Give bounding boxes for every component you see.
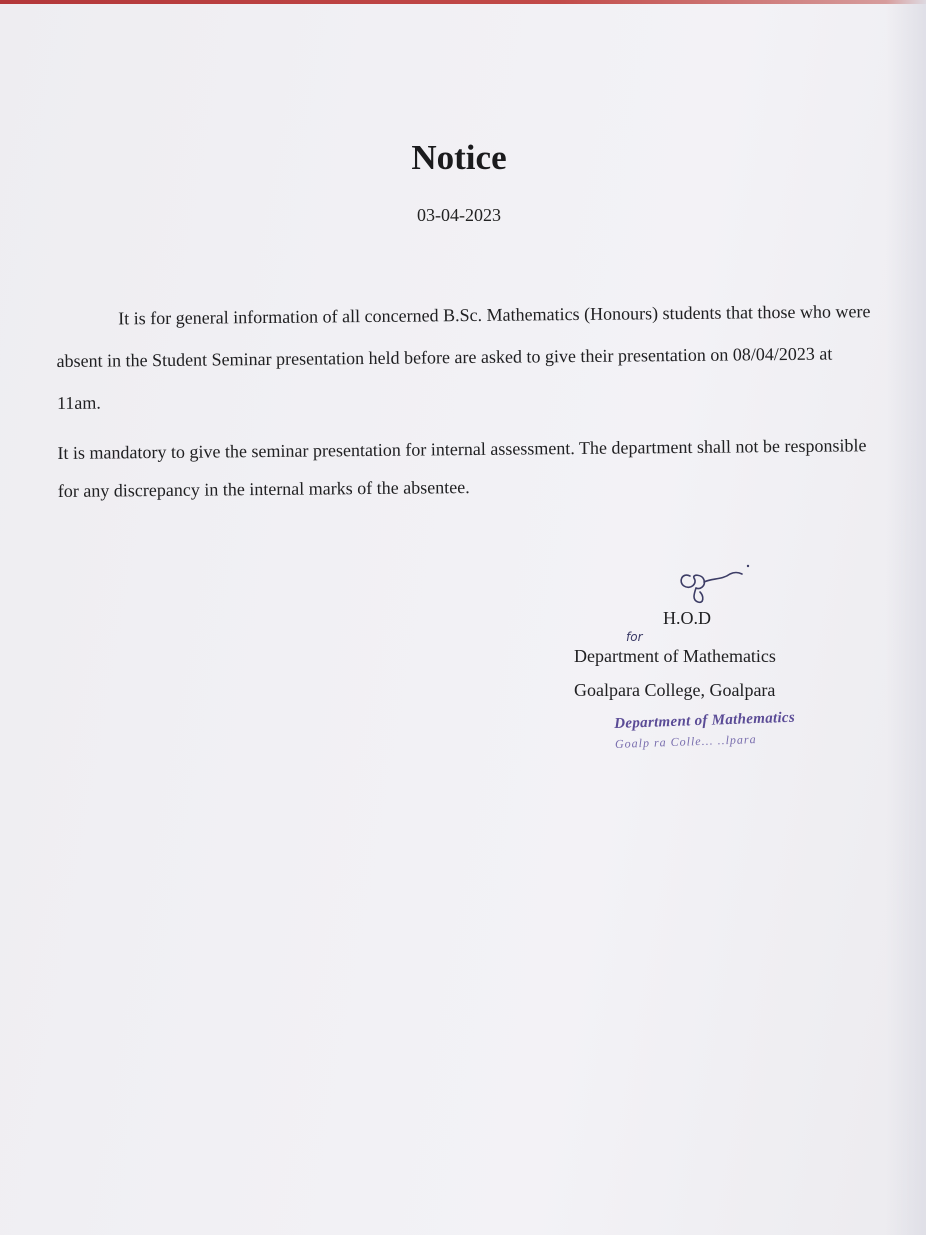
college-name: Goalpara College, Goalpara xyxy=(574,680,776,700)
notice-paragraph-2: It is mandatory to give the seminar presentation for internal assessment. The department shall not be responsible for any discrepancy in the internal marks of the absentee. xyxy=(57,435,867,501)
hod-designation: H.O.D xyxy=(663,608,711,628)
notice-body xyxy=(56,290,876,510)
paper-shadow xyxy=(886,0,926,1235)
signature-icon xyxy=(672,560,762,608)
paper-top-edge xyxy=(0,0,926,4)
stamp-line-1: Department of Mathematics xyxy=(614,709,796,732)
handwritten-for-note: for xyxy=(626,630,643,644)
notice-date: 03-04-2023 xyxy=(417,205,501,225)
department-name: Department of Mathematics xyxy=(574,646,776,666)
department-stamp xyxy=(614,710,796,752)
notice-title: Notice xyxy=(411,138,507,177)
notice-paragraph-1: It is for general information of all concerned B.Sc. Mathematics (Honours) students that those who were absent in the Student Seminar presentation held before are asked to give their presentation on 08/04/2023 at 11am. xyxy=(56,301,871,413)
stamp-line-2: Goalp ra Colle... ..lpara xyxy=(614,732,757,751)
